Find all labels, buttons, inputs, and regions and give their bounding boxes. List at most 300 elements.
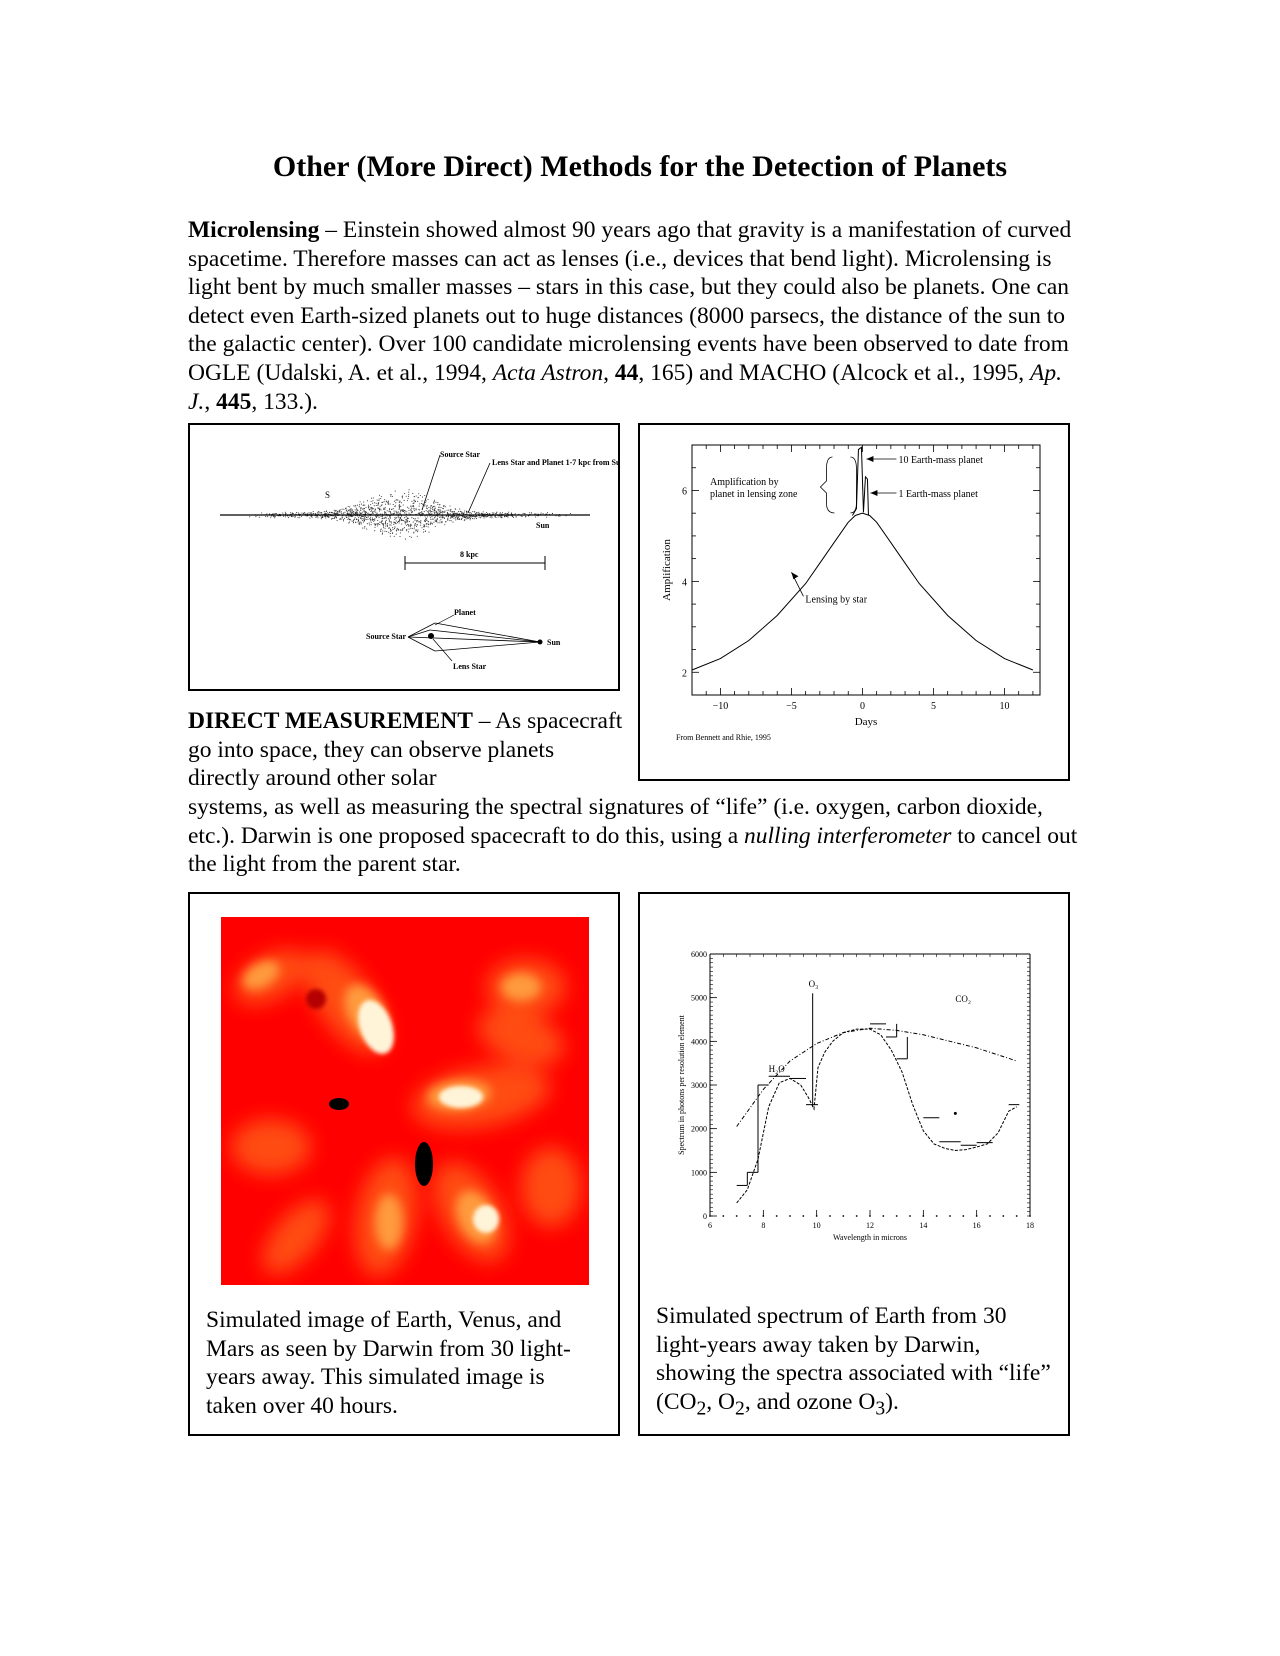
star-dot <box>384 501 385 502</box>
separator: , <box>204 388 217 415</box>
star-dot <box>390 511 391 512</box>
star-dot <box>282 513 283 514</box>
star-dot <box>362 520 363 521</box>
star-dot <box>400 510 401 511</box>
star-dot <box>391 494 392 495</box>
star-dot <box>393 522 394 523</box>
star-dot <box>468 518 469 519</box>
star-dot <box>385 507 386 508</box>
star-dot <box>373 521 374 522</box>
star-dot <box>400 529 401 530</box>
star-dot <box>409 521 410 522</box>
star-dot <box>441 522 442 523</box>
star-dot <box>350 512 351 513</box>
star-dot <box>359 523 360 524</box>
star-dot <box>426 500 427 501</box>
star-dot <box>273 516 274 517</box>
star-dot <box>393 524 394 525</box>
star-dot <box>353 520 354 521</box>
star-dot <box>481 516 482 517</box>
star-dot <box>347 513 348 514</box>
y-tick-label: 4000 <box>691 1037 707 1047</box>
star-dot <box>370 511 371 512</box>
star-dot <box>419 513 420 514</box>
star-dot <box>375 508 376 509</box>
star-dot <box>474 516 475 517</box>
star-dot <box>434 513 435 514</box>
x-tick-label: 8 <box>761 1221 766 1230</box>
star-dot <box>309 517 310 518</box>
star-dot <box>408 508 409 509</box>
star-dot <box>349 510 350 511</box>
star-dot <box>441 512 442 513</box>
planet-pointer <box>435 615 454 625</box>
y-tick-label: 2 <box>682 668 687 680</box>
x-dot-tick <box>722 1215 724 1217</box>
y-axis-label: Spectrum in photons per resolution element <box>677 1015 686 1155</box>
star-dot <box>366 519 367 520</box>
star-dot <box>271 515 272 516</box>
star-dot <box>355 509 356 510</box>
star-dot <box>415 509 416 510</box>
x-axis-label: Days <box>854 716 878 728</box>
star-dot <box>461 519 462 520</box>
lens-geometry <box>408 615 543 661</box>
star-dot <box>426 510 427 511</box>
star-dot <box>430 519 431 520</box>
star-dot <box>485 515 486 516</box>
star-dot <box>418 497 419 498</box>
star-dot <box>427 499 428 500</box>
star-dot <box>458 516 459 517</box>
star-dot <box>360 510 361 511</box>
star-dot <box>395 523 396 524</box>
star-dot <box>351 513 352 514</box>
star-dot <box>435 507 436 508</box>
star-dot <box>531 512 532 513</box>
star-dot <box>410 526 411 527</box>
star-dot <box>428 521 429 522</box>
star-dot <box>524 513 525 514</box>
planet-spot <box>415 1142 433 1186</box>
star-dot <box>378 502 379 503</box>
star-dot <box>371 522 372 523</box>
source-star-label-2: Source Star <box>366 632 407 641</box>
star-dot <box>404 512 405 513</box>
star-dot <box>304 512 305 513</box>
journal-apj: Ap. J. <box>188 359 1062 415</box>
star-dot <box>419 521 420 522</box>
star-dot <box>447 512 448 513</box>
star-dot <box>455 513 456 514</box>
star-dot <box>308 512 309 513</box>
star-dot <box>396 512 397 513</box>
star-dot <box>547 512 548 513</box>
star-dot <box>385 525 386 526</box>
star-dot <box>442 512 443 513</box>
star-dot <box>427 505 428 506</box>
star-dot <box>289 515 290 516</box>
star-dot <box>390 533 391 534</box>
star-dot <box>399 520 400 521</box>
star-dot <box>426 524 427 525</box>
star-dot <box>355 512 356 513</box>
star-dot <box>385 522 386 523</box>
source-star-label: Source Star <box>440 450 481 459</box>
star-dot <box>324 511 325 512</box>
star-dot <box>411 517 412 518</box>
star-dot <box>345 508 346 509</box>
star-dot <box>387 510 388 511</box>
lens-star-label: Lens Star <box>453 662 487 671</box>
star-dot <box>353 505 354 506</box>
star-dot <box>365 511 366 512</box>
star-dot <box>505 513 506 514</box>
star-dot <box>409 489 410 490</box>
star-dot <box>334 510 335 511</box>
star-dot <box>376 503 377 504</box>
lensing-curve <box>692 513 1033 670</box>
star-dot <box>405 539 406 540</box>
star-dot <box>259 517 260 518</box>
star-dot <box>446 510 447 511</box>
data-point <box>954 1112 957 1115</box>
star-dot <box>413 532 414 533</box>
x-dot-tick <box>989 1215 991 1217</box>
x-tick-label: 18 <box>1026 1221 1034 1230</box>
star-dot <box>450 518 451 519</box>
star-dot <box>434 506 435 507</box>
star-dot <box>377 500 378 501</box>
star-dot <box>364 527 365 528</box>
star-dot <box>392 496 393 497</box>
star-dot <box>374 527 375 528</box>
direct-measurement-heading: DIRECT MEASUREMENT <box>188 708 473 734</box>
star-dot <box>381 496 382 497</box>
star-dot <box>285 513 286 514</box>
star-dot <box>435 526 436 527</box>
star-dot <box>361 522 362 523</box>
star-dot <box>507 513 508 514</box>
star-dot <box>267 516 268 517</box>
star-dot <box>424 504 425 505</box>
star-dot <box>274 517 275 518</box>
star-dot <box>479 513 480 514</box>
x-tick-label: 16 <box>972 1221 981 1230</box>
star-dot <box>374 518 375 519</box>
ten-earth-label: 10 Earth-mass planet <box>898 455 983 466</box>
star-dot <box>474 511 475 512</box>
star-dot <box>363 510 364 511</box>
star-dot <box>413 518 414 519</box>
star-dot <box>408 531 409 532</box>
star-dot <box>465 517 466 518</box>
star-dot <box>359 504 360 505</box>
star-dot <box>390 513 391 514</box>
star-dot <box>378 523 379 524</box>
star-dot <box>301 516 302 517</box>
star-dot <box>411 537 412 538</box>
star-dot <box>408 513 409 514</box>
star-dot <box>394 536 395 537</box>
star-dot <box>420 495 421 496</box>
star-dot <box>390 536 391 537</box>
star-dot <box>377 513 378 514</box>
y-tick-label: 1000 <box>691 1168 707 1178</box>
star-dot <box>417 531 418 532</box>
star-dot <box>515 513 516 514</box>
y-tick-label: 4 <box>682 577 687 589</box>
sun-label: Sun <box>536 521 550 530</box>
star-dot <box>316 516 317 517</box>
x-dot-tick <box>829 1215 831 1217</box>
star-dot <box>317 517 318 518</box>
star-dot <box>420 522 421 523</box>
star-dot <box>433 510 434 511</box>
star-dot <box>442 511 443 512</box>
direct-measurement-text-2: systems, as well as measuring the spectral signatures of “life” (i.e. oxygen, carbon dioxide, etc.). Darwin is one proposed spacecraft to do this, using a <box>188 794 1043 849</box>
star-dot <box>394 511 395 512</box>
star-dot <box>491 515 492 516</box>
star-dot <box>383 518 384 519</box>
star-dot <box>275 516 276 517</box>
star-dot <box>347 519 348 520</box>
star-dot <box>506 516 507 517</box>
star-dot <box>411 508 412 509</box>
star-dot <box>355 506 356 507</box>
star-dot <box>293 513 294 514</box>
star-dot <box>384 531 385 532</box>
star-dot <box>436 519 437 520</box>
star-dot <box>386 517 387 518</box>
star-dot <box>377 520 378 521</box>
spectrum-curve <box>737 1029 1017 1203</box>
star-dot <box>347 511 348 512</box>
planet-label: Planet <box>454 608 476 617</box>
star-dot <box>389 527 390 528</box>
star-dot <box>452 522 453 523</box>
y-tick-label: 2000 <box>691 1124 707 1134</box>
star-dot <box>350 509 351 510</box>
star-dot <box>367 523 368 524</box>
star-dot <box>437 509 438 510</box>
star-dot <box>382 502 383 503</box>
star-dot <box>420 525 421 526</box>
star-dot <box>372 508 373 509</box>
star-dot <box>345 516 346 517</box>
star-dot <box>397 500 398 501</box>
lens-star-pointer <box>468 463 490 513</box>
star-dot <box>428 532 429 533</box>
star-dot <box>407 524 408 525</box>
star-dot <box>255 516 256 517</box>
star-dot <box>384 499 385 500</box>
galaxy-microlensing-figure <box>188 423 620 691</box>
star-dot <box>426 520 427 521</box>
star-dot <box>361 504 362 505</box>
star-dot <box>445 506 446 507</box>
star-dot <box>372 500 373 501</box>
star-dot <box>331 518 332 519</box>
star-dot <box>455 509 456 510</box>
star-dot <box>423 529 424 530</box>
star-dot <box>342 516 343 517</box>
star-dot <box>389 521 390 522</box>
star-dot <box>480 517 481 518</box>
one-earth-label: 1 Earth-mass planet <box>898 489 978 500</box>
star-dot <box>405 523 406 524</box>
star-dot <box>484 515 485 516</box>
direct-measurement-paragraph <box>188 793 1088 879</box>
star-dot <box>379 510 380 511</box>
star-dot <box>328 516 329 517</box>
star-dot <box>382 524 383 525</box>
star-dot <box>362 516 363 517</box>
star-dot <box>440 519 441 520</box>
star-dot <box>454 511 455 512</box>
star-dot <box>370 507 371 508</box>
star-dot <box>342 509 343 510</box>
star-dot <box>369 524 370 525</box>
star-dot <box>451 520 452 521</box>
star-dot <box>364 505 365 506</box>
star-dot <box>436 511 437 512</box>
star-dot <box>385 504 386 505</box>
star-dot <box>382 534 383 535</box>
star-dot <box>430 511 431 512</box>
star-dot <box>430 508 431 509</box>
star-dot <box>353 513 354 514</box>
star-dot <box>455 519 456 520</box>
star-dot <box>424 511 425 512</box>
star-dot <box>352 510 353 511</box>
x-dot-tick <box>949 1215 951 1217</box>
star-dot <box>380 498 381 499</box>
star-dot <box>396 517 397 518</box>
microlensing-text-3: , 133.). <box>251 388 318 415</box>
x-dot-tick <box>749 1215 751 1217</box>
blackbody-curve <box>737 1028 1017 1126</box>
star-dot <box>412 528 413 529</box>
star-dot <box>360 518 361 519</box>
star-dot <box>401 520 402 521</box>
star-dot <box>383 508 384 509</box>
star-dot <box>404 500 405 501</box>
star-dot <box>414 526 415 527</box>
star-dot <box>355 522 356 523</box>
star-dot <box>422 497 423 498</box>
star-dot <box>394 527 395 528</box>
star-dot <box>414 528 415 529</box>
star-dot <box>439 520 440 521</box>
star-dot <box>374 530 375 531</box>
star-dot <box>398 511 399 512</box>
source-star-pointer <box>422 455 440 510</box>
star-dot <box>470 512 471 513</box>
star-dot <box>443 508 444 509</box>
star-dot <box>368 507 369 508</box>
star-dot <box>394 506 395 507</box>
star-dot <box>378 515 379 516</box>
star-dot <box>552 513 553 514</box>
star-dot <box>364 508 365 509</box>
star-dot <box>351 512 352 513</box>
star-dot <box>408 529 409 530</box>
star-dot <box>448 513 449 514</box>
star-dot <box>496 512 497 513</box>
star-dot <box>346 517 347 518</box>
one-earth-arrowhead <box>870 490 877 496</box>
star-dot <box>357 505 358 506</box>
star-dot <box>507 517 508 518</box>
star-dot <box>298 512 299 513</box>
star-dot <box>389 508 390 509</box>
star-dot <box>392 527 393 528</box>
star-dot <box>437 522 438 523</box>
star-dot <box>299 517 300 518</box>
ten-earth-arrowhead <box>866 456 873 462</box>
star-dot <box>325 517 326 518</box>
star-dot <box>424 525 425 526</box>
star-dot <box>415 501 416 502</box>
star-dot <box>437 502 438 503</box>
star-dot <box>467 516 468 517</box>
o3-label: O₃ <box>808 978 819 989</box>
star-dot <box>444 511 445 512</box>
star-dot <box>414 496 415 497</box>
amplification-chart-figure <box>638 423 1070 781</box>
star-dot <box>440 507 441 508</box>
star-dot <box>378 500 379 501</box>
star-dot <box>429 510 430 511</box>
star-dot <box>435 502 436 503</box>
ray <box>408 637 435 651</box>
star-dot <box>388 518 389 519</box>
star-dot <box>487 516 488 517</box>
star-dot <box>358 517 359 518</box>
star-dot <box>337 513 338 514</box>
star-dot <box>374 520 375 521</box>
star-dot <box>373 511 374 512</box>
star-dot <box>355 517 356 518</box>
star-dot <box>408 510 409 511</box>
star-dot <box>326 513 327 514</box>
star-dot <box>459 509 460 510</box>
star-dot <box>409 536 410 537</box>
star-dot <box>344 512 345 513</box>
star-dot <box>418 513 419 514</box>
subscript: 2 <box>696 1398 707 1420</box>
star-dot <box>364 516 365 517</box>
star-dot <box>490 515 491 516</box>
star-dot <box>336 510 337 511</box>
star-dot <box>357 510 358 511</box>
star-dot <box>349 519 350 520</box>
star-dot <box>372 503 373 504</box>
star-dot <box>394 528 395 529</box>
star-dot <box>387 526 388 527</box>
star-dot <box>382 533 383 534</box>
star-dot <box>427 508 428 509</box>
x-axis-label: Wavelength in microns <box>832 1233 908 1242</box>
star-dot <box>443 512 444 513</box>
darwin-simulated-image <box>221 917 589 1285</box>
x-dot-tick <box>882 1215 884 1217</box>
star-dot <box>431 516 432 517</box>
caption-text-d: ). <box>885 1388 899 1415</box>
star-dot <box>464 517 465 518</box>
star-dot <box>417 530 418 531</box>
